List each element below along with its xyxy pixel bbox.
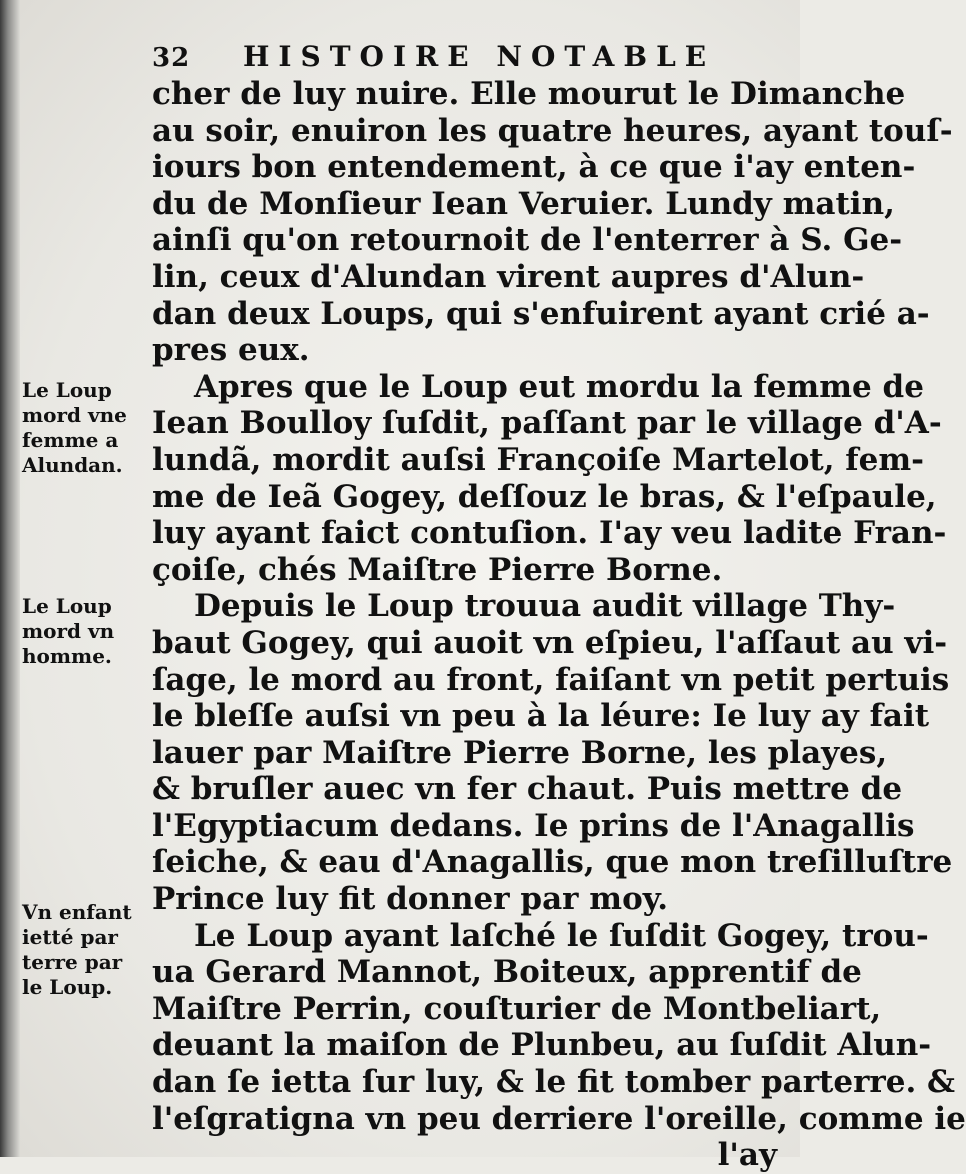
text-line: du de Monſieur Iean Veruier. Lundy matin, (152, 185, 895, 222)
margin-note-line: homme. (22, 644, 112, 668)
book-spine-shadow (0, 0, 20, 1157)
text-line: ua Gerard Mannot, Boiteux, apprentif de (152, 954, 862, 991)
text-line: Iean Boulloy ſuſdit, paſſant par le village d'A- (152, 405, 942, 442)
text-line: ſeiche, & eau d'Anagallis, que mon treſilluſtre (152, 844, 953, 881)
page-number: 32 (152, 43, 191, 73)
margin-note-line: ietté par (22, 925, 118, 949)
margin-note-wolf-bites-man (22, 594, 150, 669)
margin-note-line: Le Loup (22, 378, 112, 402)
text-line: dan deux Loups, qui s'enfuirent ayant crié a- (152, 295, 930, 332)
paragraph-start-line: Depuis le Loup trouua audit village Thy- (194, 588, 896, 625)
text-line: pres eux. (152, 332, 310, 369)
text-line: cher de luy nuire. Elle mourut le Dimanche (152, 76, 906, 112)
text-line: Maiſtre Perrin, couſturier de Montbeliart, (152, 990, 882, 1027)
text-line: l'Egyptiacum dedans. Ie prins de l'Anagallis (152, 807, 915, 844)
text-line: dan ſe ietta ſur luy, & le fit tomber parterre. & (152, 1064, 956, 1101)
margin-note-line: mord vne (22, 403, 127, 427)
text-line: l'eſgratigna vn peu derriere l'oreille, comme ie (152, 1100, 966, 1137)
paragraph-start-line: Le Loup ayant laſché le ſuſdit Gogey, trou- (194, 917, 929, 954)
text-line: au soir, enuiron les quatre heures, ayant touſ- (152, 112, 953, 149)
text-line: lin, ceux d'Alundan virent aupres d'Alun- (152, 258, 865, 295)
running-header (152, 40, 715, 73)
catchword: l'ay (717, 1137, 777, 1174)
text-line: ſage, le mord au front, faiſant vn petit pertuis (152, 661, 950, 698)
running-title: HISTOIRE NOTABLE (242, 40, 716, 73)
margin-note-line: Le Loup (22, 594, 112, 618)
text-line: le bleſſe auſsi vn peu à la léure: Ie luy ay fait (152, 698, 930, 735)
margin-note-line: mord vn (22, 619, 115, 643)
margin-note-line: Vn enfant (22, 900, 132, 924)
main-text-block (152, 76, 966, 1174)
margin-note-line: Alundan. (22, 453, 123, 477)
margin-note-child-thrown (22, 900, 150, 1000)
margin-note-line: le Loup. (22, 975, 113, 999)
text-line: Prince luy fit donner par moy. (152, 881, 669, 918)
text-line: ainſi qu'on retournoit de l'enterrer à S. Ge- (152, 222, 903, 259)
paragraph-start-line: Apres que le Loup eut mordu la femme de (194, 368, 924, 405)
text-line: luy ayant faict contuſion. I'ay veu ladite Fran- (152, 515, 947, 552)
text-line: lundã, mordit auſsi Françoiſe Martelot, fem- (152, 441, 925, 478)
text-line: çoiſe, chés Maiſtre Pierre Borne. (152, 551, 723, 588)
text-line: iours bon entendement, à ce que i'ay enten- (152, 149, 916, 186)
margin-note-line: femme a (22, 428, 119, 452)
text-line: me de Ieã Gogey, deſſouz le bras, & l'eſpaule, (152, 478, 937, 515)
text-line: baut Gogey, qui auoit vn eſpieu, l'aſſaut au vi- (152, 624, 948, 661)
text-line: lauer par Maiſtre Pierre Borne, les playes, (152, 734, 888, 771)
margin-note-line: terre par (22, 950, 123, 974)
margin-note-wolf-bites-woman (22, 378, 150, 478)
text-line: deuant la maiſon de Plunbeu, au ſuſdit Alun- (152, 1027, 932, 1064)
text-line: & bruſler auec vn fer chaut. Puis mettre de (152, 771, 903, 808)
